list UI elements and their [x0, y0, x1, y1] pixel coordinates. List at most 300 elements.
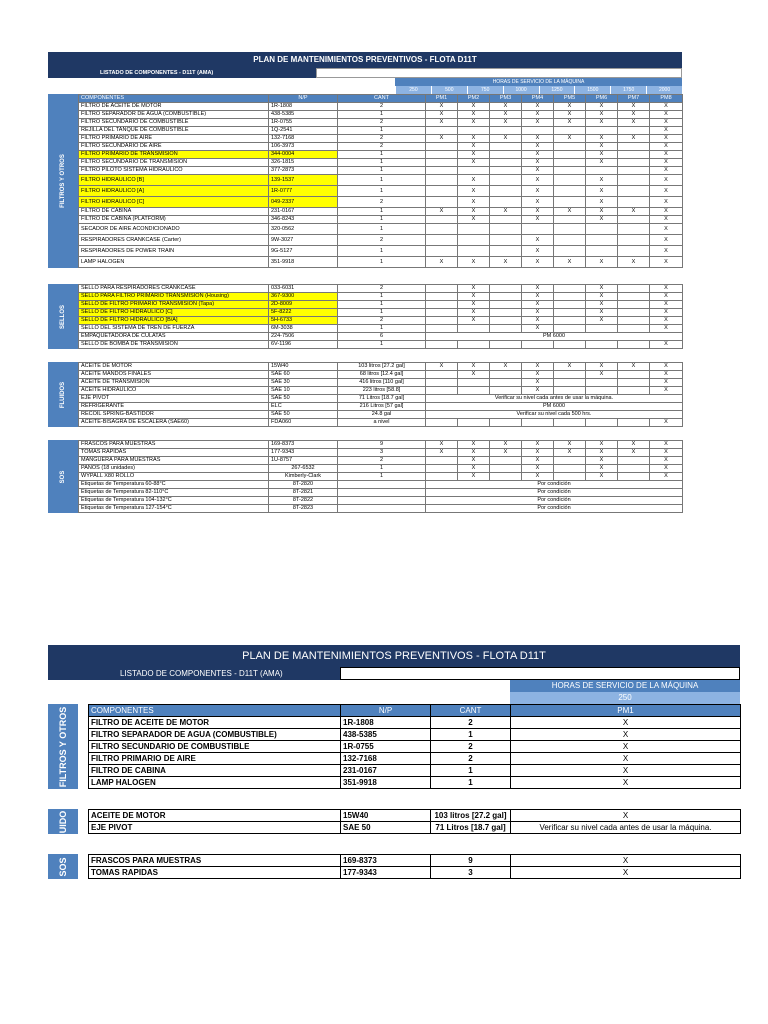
pm-mark: X: [458, 197, 490, 208]
part-number: 344-0004: [269, 151, 338, 159]
part-number: 1R-1808: [269, 103, 338, 111]
pm-mark: [490, 371, 522, 379]
pm-mark: [426, 379, 458, 387]
table-row: [79, 103, 683, 111]
pm-mark: X: [618, 363, 650, 371]
quantity: 1: [338, 111, 426, 119]
pm-mark: [458, 387, 490, 395]
pm-mark: [618, 341, 650, 349]
column-header-row: [89, 705, 741, 717]
pm-mark: X: [522, 309, 554, 317]
column-header: COMPONENTES: [79, 95, 269, 103]
pm-mark: X: [586, 216, 618, 224]
pm-mark: X: [618, 208, 650, 216]
pm-mark: X: [650, 175, 683, 186]
quantity: 1: [338, 301, 426, 309]
pm-mark: X: [522, 457, 554, 465]
pm-mark: [458, 419, 490, 427]
column-header: PM2: [458, 95, 490, 103]
pm-mark: X: [650, 119, 683, 127]
part-number: 106-3973: [269, 143, 338, 151]
pm-mark: [426, 143, 458, 151]
pm-mark: X: [458, 473, 490, 481]
pm-mark: [554, 127, 586, 135]
pm-mark: X: [650, 441, 683, 449]
component-name: SELLO DE FILTRO HIDRAULICO [C]: [79, 309, 269, 317]
part-number: 1U-8757: [269, 457, 338, 465]
component-name: Etiquetas de Temperatura 104-132°C: [79, 497, 269, 505]
component-name: REFRIGERANTE: [79, 403, 269, 411]
part-number: 351-9918: [269, 257, 338, 268]
part-number: 5F-8222: [269, 309, 338, 317]
group-label: [48, 94, 78, 268]
pm-mark: X: [586, 293, 618, 301]
quantity: 1: [338, 167, 426, 175]
quantity: 1: [338, 159, 426, 167]
pm-mark: [490, 341, 522, 349]
part-number: 132-7168: [269, 135, 338, 143]
quantity: 71 Litros [18.7 gal]: [338, 395, 426, 403]
component-list-title: LISTADO DE COMPONENTES - D11T (AMA): [48, 667, 340, 680]
pm-mark: [554, 293, 586, 301]
table-row: [79, 379, 683, 387]
table-row: [79, 481, 683, 489]
hours-cell: 500: [431, 86, 467, 94]
pm-mark: X: [650, 449, 683, 457]
quantity: 1: [338, 309, 426, 317]
pm-mark: [458, 167, 490, 175]
pm-mark: X: [650, 208, 683, 216]
component-name: FILTRO HIDRAULICO [A]: [79, 186, 269, 197]
table-row: [79, 341, 683, 349]
pm-mark: X: [554, 135, 586, 143]
column-header: CANT: [431, 705, 511, 717]
pm-mark: X: [650, 363, 683, 371]
pm-mark: [618, 167, 650, 175]
part-number: 033-6031: [269, 285, 338, 293]
pm-mark: X: [586, 465, 618, 473]
pm-mark: X: [490, 363, 522, 371]
pm-mark: [554, 457, 586, 465]
component-table: [88, 854, 741, 879]
pm-mark: [426, 197, 458, 208]
quantity: 2: [431, 717, 511, 729]
table-row: [79, 411, 683, 419]
table-row: [79, 387, 683, 395]
hours-header: HORAS DE SERVICIO DE LA MÁQUINA: [510, 680, 740, 692]
pm-mark: X: [511, 810, 741, 822]
pm-mark: X: [522, 208, 554, 216]
pm-mark: X: [458, 285, 490, 293]
pm-mark: X: [650, 371, 683, 379]
pm-mark: X: [522, 301, 554, 309]
group-label: [48, 440, 78, 513]
pm-mark: [618, 465, 650, 473]
pm-mark: X: [458, 309, 490, 317]
group-label: [48, 809, 78, 834]
table-row: [79, 301, 683, 309]
component-group: [48, 94, 682, 268]
part-number: FDA060: [269, 419, 338, 427]
part-number: 267-6532: [269, 465, 338, 473]
component-name: FILTRO SEPARADOR DE AGUA (COMBUSTIBLE): [79, 111, 269, 119]
hours-cell: 2000: [646, 86, 682, 94]
pm-mark: [490, 285, 522, 293]
component-name: Etiquetas de Temperatura 82-110°C: [79, 489, 269, 497]
pm-mark: [490, 325, 522, 333]
pm-mark: [458, 235, 490, 246]
component-name: LAMP HALOGEN: [79, 257, 269, 268]
component-table: [78, 362, 683, 427]
blank-cell: [340, 667, 740, 680]
pm-mark: X: [554, 363, 586, 371]
part-number: 5H-6733: [269, 317, 338, 325]
pm-mark: X: [618, 257, 650, 268]
pm-mark: X: [522, 449, 554, 457]
pm-mark: [554, 317, 586, 325]
pm-mark: X: [522, 143, 554, 151]
table-row: [79, 371, 683, 379]
pm-mark: [426, 457, 458, 465]
pm-mark: X: [490, 257, 522, 268]
component-name: WYPALL X80 ROLLO: [79, 473, 269, 481]
pm-mark: [618, 371, 650, 379]
part-number: 15W40: [341, 810, 431, 822]
pm-mark: [490, 175, 522, 186]
pm-mark: X: [522, 465, 554, 473]
table-row: [79, 465, 683, 473]
component-name: TOMAS RAPIDAS: [79, 449, 269, 457]
pm-mark: X: [490, 135, 522, 143]
pm-mark: [618, 317, 650, 325]
quantity: 9: [338, 441, 426, 449]
table-row: [89, 765, 741, 777]
component-group: [48, 704, 740, 789]
pm-mark: X: [650, 257, 683, 268]
part-number: 6V-1196: [269, 341, 338, 349]
pm-mark: X: [522, 293, 554, 301]
pm-mark: [554, 246, 586, 257]
pm-mark: [426, 186, 458, 197]
quantity: 2: [338, 235, 426, 246]
pm-mark: [554, 186, 586, 197]
pm-mark: X: [554, 441, 586, 449]
component-name: SELLO PARA RESPIRADORES CRANKCASE: [79, 285, 269, 293]
quantity: 1: [338, 341, 426, 349]
part-number: SAE 50: [269, 395, 338, 403]
component-name: PAÑOS (18 unidades): [79, 465, 269, 473]
pm-mark: [618, 379, 650, 387]
component-group: [48, 809, 740, 834]
table-row: [79, 309, 683, 317]
column-header: PM5: [554, 95, 586, 103]
pm-mark: X: [650, 235, 683, 246]
group-label-text: FILTROS Y OTROS: [60, 154, 66, 208]
pm-mark: X: [522, 151, 554, 159]
pm-mark: X: [586, 371, 618, 379]
part-number: SAE 60: [269, 371, 338, 379]
component-name: FILTRO DE ACEITE DE MOTOR: [89, 717, 341, 729]
pm-mark: X: [426, 257, 458, 268]
pm-mark: [490, 309, 522, 317]
pm-mark: [490, 127, 522, 135]
component-name: FILTRO DE CABINA: [89, 765, 341, 777]
table-row: [79, 317, 683, 325]
component-group: [48, 440, 682, 513]
quantity: 1: [338, 473, 426, 481]
pm-mark: [554, 151, 586, 159]
pm-mark: X: [650, 309, 683, 317]
pm-mark: [426, 293, 458, 301]
table-row: [79, 135, 683, 143]
pm-mark: X: [458, 301, 490, 309]
plan-title: PLAN DE MANTENIMIENTOS PREVENTIVOS - FLOTA D11T: [48, 645, 740, 667]
pm-mark: X: [650, 293, 683, 301]
pm-mark: [458, 246, 490, 257]
table-row: [89, 753, 741, 765]
pm-mark: [490, 216, 522, 224]
table-row: [79, 333, 683, 341]
component-name: FILTRO HIDRAULICO [C]: [79, 197, 269, 208]
maintenance-plan-full: [48, 52, 682, 513]
pm-mark: [586, 379, 618, 387]
component-name: FILTRO HIDRAULICO [B]: [79, 175, 269, 186]
pm-mark: [522, 341, 554, 349]
pm-mark: X: [586, 143, 618, 151]
component-name: EMPAQUETADORA DE CULATAS: [79, 333, 269, 341]
interval-note: Verificar su nivel cada 500 hrs.: [426, 411, 683, 419]
pm-mark: X: [650, 135, 683, 143]
part-number: 224-7506: [269, 333, 338, 341]
table-row: [79, 257, 683, 268]
pm-mark: X: [586, 103, 618, 111]
quantity: 103 litros [27.2 gal]: [338, 363, 426, 371]
hours-row: [395, 86, 682, 94]
pm-mark: X: [650, 419, 683, 427]
pm-mark: X: [650, 111, 683, 119]
pm-mark: [490, 379, 522, 387]
pm-mark: X: [522, 103, 554, 111]
pm-mark: [554, 216, 586, 224]
part-number: 9W-3027: [269, 235, 338, 246]
part-number: 15W40: [269, 363, 338, 371]
pm-mark: X: [458, 363, 490, 371]
pm-mark: X: [586, 449, 618, 457]
pm-mark: [490, 159, 522, 167]
table-row: [79, 505, 683, 513]
pm-mark: [490, 317, 522, 325]
component-name: SECADOR DE AIRE ACONDICIONADO: [79, 224, 269, 235]
part-number: 1R-0755: [341, 741, 431, 753]
pm-mark: X: [522, 216, 554, 224]
pm-mark: [554, 419, 586, 427]
quantity: 3: [431, 867, 511, 879]
pm-mark: [426, 151, 458, 159]
component-name: LAMP HALOGEN: [89, 777, 341, 789]
pm-mark: [490, 465, 522, 473]
part-number: 438-5385: [341, 729, 431, 741]
pm-mark: X: [586, 159, 618, 167]
column-header: PM1: [426, 95, 458, 103]
part-number: 177-9343: [341, 867, 431, 879]
pm-mark: [426, 371, 458, 379]
pm-mark: X: [618, 135, 650, 143]
component-name: RESPIRADORES DE POWER TRAIN: [79, 246, 269, 257]
pm-mark: [618, 325, 650, 333]
table-row: [89, 855, 741, 867]
quantity: 1: [338, 216, 426, 224]
pm-mark: X: [554, 119, 586, 127]
column-header: PM8: [650, 95, 683, 103]
pm-mark: X: [458, 465, 490, 473]
quantity: 1: [431, 777, 511, 789]
component-table: [78, 440, 683, 513]
pm-mark: [618, 197, 650, 208]
pm-mark: X: [458, 143, 490, 151]
table-row: [79, 473, 683, 481]
component-name: RECOIL SPRING-BASTIDOR: [79, 411, 269, 419]
quantity: 1: [338, 224, 426, 235]
quantity: 2: [431, 753, 511, 765]
pm-mark: X: [511, 753, 741, 765]
quantity: 71 Litros [18.7 gal]: [431, 822, 511, 834]
pm-mark: X: [458, 208, 490, 216]
table-row: [89, 717, 741, 729]
component-name: ACEITE DE TRANSMISION: [79, 379, 269, 387]
pm-mark: X: [650, 285, 683, 293]
table-row: [79, 441, 683, 449]
pm-mark: [618, 419, 650, 427]
component-name: FILTRO SECUNDARIO DE AIRE: [79, 143, 269, 151]
part-number: 438-5385: [269, 111, 338, 119]
pm-mark: [490, 167, 522, 175]
part-number: ELC: [269, 403, 338, 411]
pm-mark: X: [458, 159, 490, 167]
pm-mark: X: [458, 293, 490, 301]
pm-mark: [426, 216, 458, 224]
part-number: 377-2873: [269, 167, 338, 175]
pm-mark: [490, 301, 522, 309]
pm-mark: [554, 473, 586, 481]
part-number: 132-7168: [341, 753, 431, 765]
quantity: 9: [431, 855, 511, 867]
part-number: 169-8373: [341, 855, 431, 867]
pm-mark: [554, 197, 586, 208]
group-label: [48, 854, 78, 879]
quantity: 1: [338, 465, 426, 473]
pm-mark: X: [511, 855, 741, 867]
quantity: 2: [338, 285, 426, 293]
pm-mark: [554, 167, 586, 175]
pm-mark: X: [458, 317, 490, 325]
table-row: [89, 867, 741, 879]
component-name: FILTRO SECUNDARIO DE COMBUSTIBLE: [89, 741, 341, 753]
pm-mark: [618, 293, 650, 301]
table-row: [79, 285, 683, 293]
component-name: FILTRO DE ACEITE DE MOTOR: [79, 103, 269, 111]
table-row: [79, 167, 683, 175]
pm-mark: [554, 371, 586, 379]
column-header: PM3: [490, 95, 522, 103]
quantity: 3: [338, 449, 426, 457]
pm-mark: X: [586, 151, 618, 159]
part-number: 231-0167: [341, 765, 431, 777]
part-number: Kimberly-Clark: [269, 473, 338, 481]
component-group: [48, 854, 740, 879]
table-row: [79, 325, 683, 333]
quantity: 2: [338, 119, 426, 127]
part-number: 2D-8009: [269, 301, 338, 309]
component-list-title: LISTADO DE COMPONENTES - D11T (AMA): [48, 68, 316, 78]
group-label: [48, 284, 78, 349]
table-row: [79, 363, 683, 371]
pm-mark: [426, 309, 458, 317]
pm-mark: X: [511, 717, 741, 729]
table-row: [89, 822, 741, 834]
pm-mark: X: [650, 246, 683, 257]
quantity: 2: [338, 103, 426, 111]
pm-mark: [458, 379, 490, 387]
table-row: [79, 489, 683, 497]
pm-mark: [618, 301, 650, 309]
quantity: 1: [338, 257, 426, 268]
pm-mark: [554, 387, 586, 395]
component-name: EJE PIVOT: [89, 822, 341, 834]
pm-mark: X: [458, 216, 490, 224]
pm-mark: [586, 325, 618, 333]
hours-cell: 1000: [503, 86, 539, 94]
pm-mark: [426, 246, 458, 257]
quantity: 1: [338, 208, 426, 216]
pm-mark: [586, 127, 618, 135]
pm-mark: X: [458, 103, 490, 111]
pm-mark: [458, 127, 490, 135]
interval-note: Por condición: [426, 497, 683, 505]
pm-mark: X: [522, 175, 554, 186]
pm-mark: [426, 473, 458, 481]
pm-mark: X: [554, 103, 586, 111]
component-name: ACEITE DE MOTOR: [89, 810, 341, 822]
table-row: [79, 395, 683, 403]
component-name: SELLO DEL SISTEMA DE TREN DE FUERZA: [79, 325, 269, 333]
pm-mark: [618, 246, 650, 257]
pm-mark: X: [490, 441, 522, 449]
component-name: ACEITE MANDOS FINALES: [79, 371, 269, 379]
table-row: [79, 127, 683, 135]
quantity: 1: [338, 293, 426, 301]
component-name: SELLO DE FILTRO HIDRAULICO [B/A]: [79, 317, 269, 325]
pm-mark: X: [426, 449, 458, 457]
pm-mark: X: [586, 363, 618, 371]
part-number: 1Q-2541: [269, 127, 338, 135]
pm-mark: [618, 224, 650, 235]
column-header: CANT: [338, 95, 426, 103]
interval-note: Por condición: [426, 481, 683, 489]
plan-title: PLAN DE MANTENIMIENTOS PREVENTIVOS - FLOTA D11T: [48, 52, 682, 68]
pm-mark: [426, 285, 458, 293]
pm-mark: X: [426, 363, 458, 371]
pm-mark: X: [522, 246, 554, 257]
pm-mark: X: [650, 465, 683, 473]
pm-mark: X: [586, 309, 618, 317]
quantity: 416 litros [110 gal]: [338, 379, 426, 387]
quantity: 1: [338, 325, 426, 333]
pm-mark: X: [618, 441, 650, 449]
group-label-text: FILTROS Y OTROS: [58, 706, 68, 787]
pm-mark: X: [426, 111, 458, 119]
pm-mark: [490, 197, 522, 208]
pm-mark: [426, 301, 458, 309]
